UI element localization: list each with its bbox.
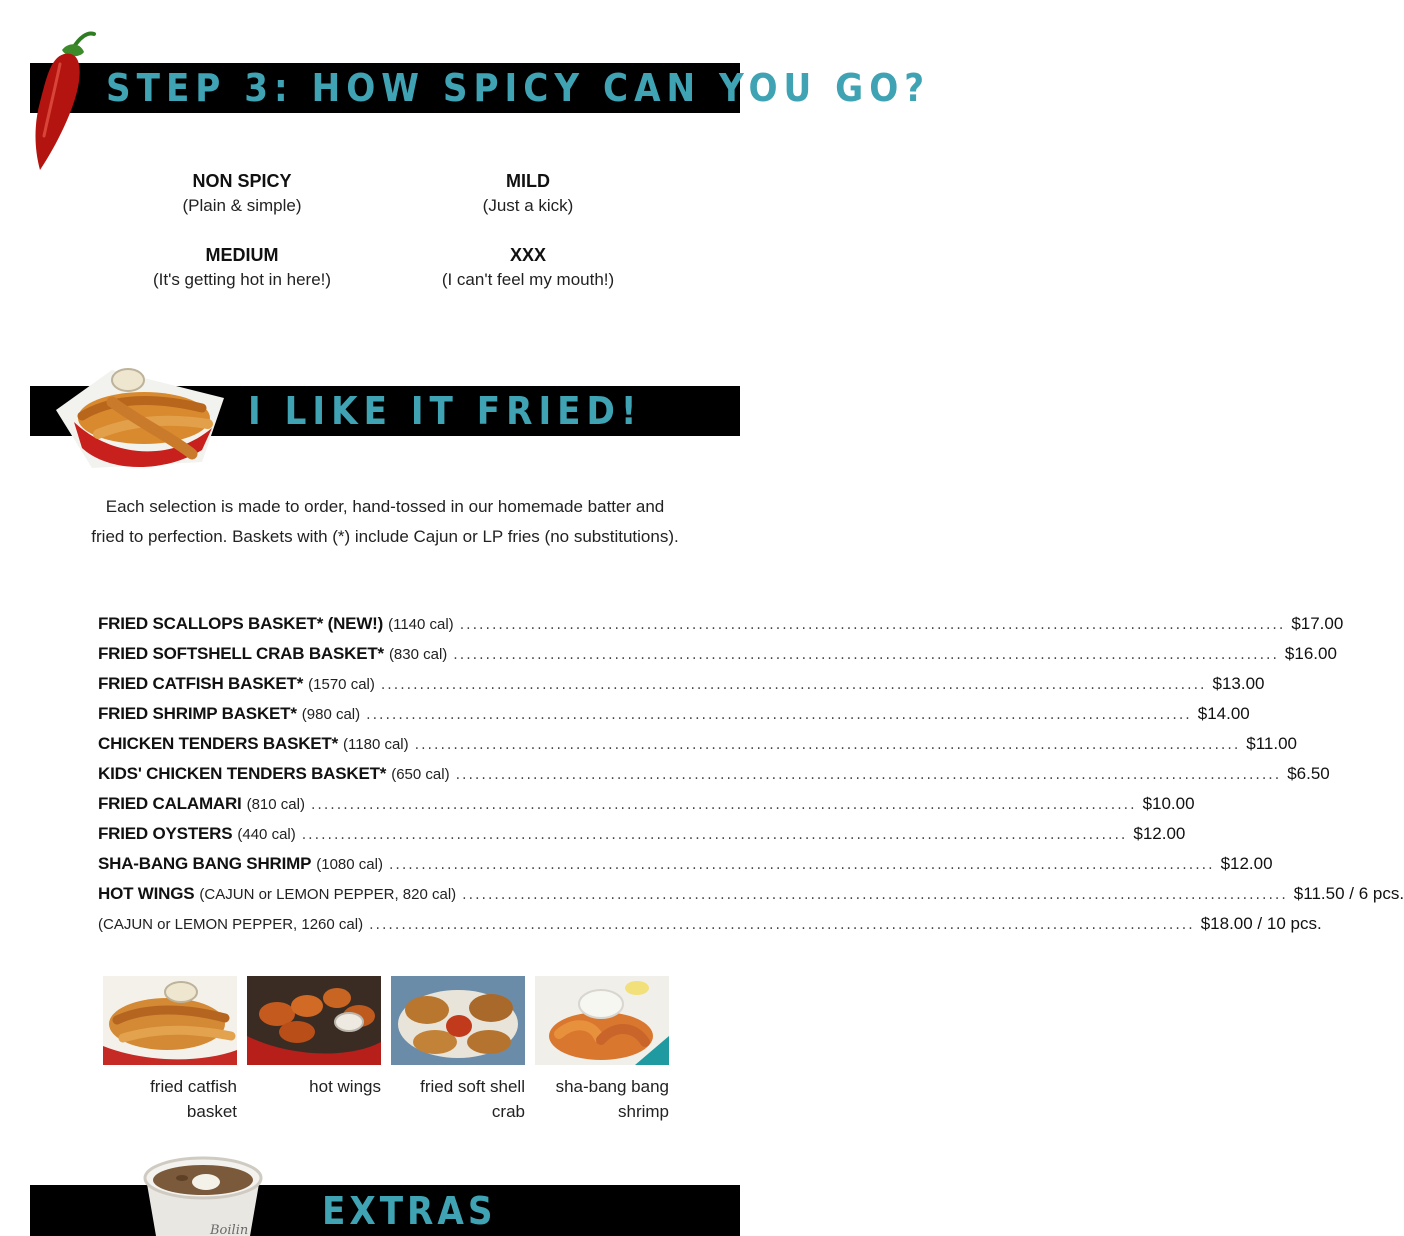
dot-leader [453,640,1279,670]
menu-item-name: FRIED SOFTSHELL CRAB BASKET* [98,644,384,663]
photo-fried-soft-shell-crab[interactable] [391,976,525,1124]
menu-item-calories: (1570 cal) [308,676,375,693]
fried-soft-shell-crab-image [391,976,525,1065]
menu-item[interactable] [98,729,1297,759]
menu-item-price: $16.00 [1284,644,1337,663]
fried-intro-text: Each selection is made to order, hand-tossed in our homemade batter and fried to perfection. Baskets with (*) include Cajun or LP fries (no substitutions). [91,497,679,546]
dot-leader [462,880,1288,910]
photo-caption: sha-bang bang shrimp [555,1077,669,1121]
dot-leader [415,730,1241,760]
menu-item-calories: (980 cal) [301,706,361,723]
menu-item-price: $12.00 [1133,824,1186,843]
menu-item-name: FRIED SHRIMP BASKET* [98,704,297,723]
spice-option-xxx[interactable] [398,242,658,292]
spice-level-options [0,168,770,298]
fried-catfish-basket-image [103,976,237,1065]
spice-option-desc: (Just a kick) [482,196,574,215]
menu-item[interactable] [98,639,1337,669]
menu-item-name: FRIED CALAMARI [98,794,242,813]
sha-bang-bang-shrimp-image [535,976,669,1065]
dot-leader [369,910,1195,940]
menu-item-calories: (440 cal) [237,826,296,843]
dot-leader [389,850,1215,880]
menu-item[interactable] [98,789,1195,819]
spice-option-desc: (Plain & simple) [182,196,302,215]
menu-item-price: $13.00 [1212,674,1265,693]
chili-pepper-icon [26,28,98,176]
menu-item-calories: (CAJUN or LEMON PEPPER, 820 cal) [199,886,457,903]
menu-item-calories: (1140 cal) [388,616,454,633]
menu-item[interactable] [98,699,1250,729]
menu-item-name: KIDS' CHICKEN TENDERS BASKET* [98,764,387,783]
fried-photo-gallery [103,976,673,1126]
menu-item-price: $12.00 [1220,854,1273,873]
spice-option-name: XXX [509,245,547,265]
photo-fried-catfish-basket[interactable] [103,976,237,1124]
photo-caption: hot wings [309,1077,381,1096]
spice-option-non-spicy[interactable] [112,168,372,218]
dot-leader [381,670,1207,700]
menu-item-name: SHA-BANG BANG SHRIMP [98,854,312,873]
menu-item-calories: (CAJUN or LEMON PEPPER, 1260 cal) [98,916,364,933]
photo-sha-bang-bang-shrimp[interactable] [535,976,669,1124]
menu-item-name: HOT WINGS [98,884,195,903]
menu-item-price: $10.00 [1142,794,1195,813]
menu-item[interactable] [98,849,1273,879]
menu-item-calories: (830 cal) [388,646,448,663]
dot-leader [456,760,1282,790]
photo-hot-wings[interactable] [247,976,381,1099]
cup-brand-text: Boilin [210,1223,249,1236]
spice-option-mild[interactable] [398,168,658,218]
menu-item[interactable] [98,759,1330,789]
menu-item-calories: (1180 cal) [343,736,409,753]
menu-item[interactable] [98,879,1404,909]
spice-option-medium[interactable] [112,242,372,292]
menu-item-calories: (650 cal) [391,766,450,783]
spice-option-desc: (I can't feel my mouth!) [441,270,615,289]
spice-option-name: NON SPICY [192,171,292,191]
menu-item-price: $18.00 / 10 pcs. [1200,914,1322,933]
spice-option-name: MEDIUM [205,245,279,265]
hot-wings-image [247,976,381,1065]
spice-option-name: MILD [506,171,550,191]
menu-item-name: CHICKEN TENDERS BASKET* [98,734,339,753]
menu-item-price: $6.50 [1287,764,1330,783]
gumbo-cup-image [140,1154,266,1236]
menu-item-name: FRIED CATFISH BASKET* [98,674,304,693]
menu-item-calories: (810 cal) [246,796,305,813]
dot-leader [302,820,1128,850]
spice-level-heading: STEP 3: HOW SPICY CAN YOU GO? [106,66,931,110]
spice-level-banner [30,63,931,113]
extras-section-heading: EXTRAS [322,1188,497,1233]
menu-item[interactable] [98,669,1265,699]
menu-item-name: FRIED SCALLOPS BASKET* (NEW!) [98,614,384,633]
dot-leader [311,790,1137,820]
photo-caption: fried catfish basket [150,1077,237,1121]
photo-caption: fried soft shell crab [420,1077,525,1121]
extras-section-banner [30,1185,740,1236]
fried-basket-image [52,358,230,476]
menu-item[interactable] [98,609,1344,639]
menu-item-calories: (1080 cal) [316,856,383,873]
menu-item-price: $11.00 [1246,734,1297,753]
menu-item-price: $11.50 / 6 pcs. [1293,884,1404,903]
dot-leader [366,700,1192,730]
menu-item-price: $17.00 [1291,614,1344,633]
fried-section-heading: I LIKE IT FRIED! [248,389,643,433]
menu-item[interactable] [98,819,1186,849]
menu-item-price: $14.00 [1197,704,1250,723]
fried-menu-list [98,609,1404,939]
dot-leader [460,610,1286,640]
spice-option-desc: (It's getting hot in here!) [152,270,332,289]
menu-item[interactable] [98,909,1322,939]
menu-item-name: FRIED OYSTERS [98,824,233,843]
